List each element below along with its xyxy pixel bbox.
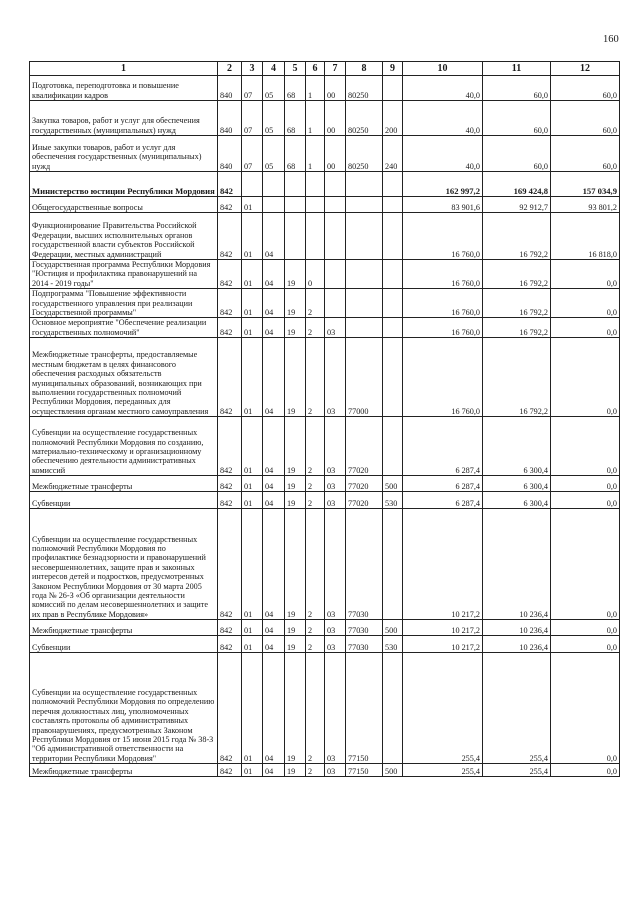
value-12-cell: 0,0	[551, 318, 620, 338]
value-10-cell: 6 287,4	[403, 417, 483, 476]
code-7-cell	[325, 260, 346, 289]
code-2-cell: 842	[218, 653, 242, 764]
code-9-cell	[383, 260, 403, 289]
value-12-cell: 157 034,9	[551, 172, 620, 197]
code-3-cell: 01	[242, 764, 263, 777]
code-9-cell: 200	[383, 101, 403, 136]
code-8-cell: 77150	[346, 653, 383, 764]
code-2-cell: 842	[218, 417, 242, 476]
code-2-cell: 842	[218, 289, 242, 318]
code-7-cell	[325, 213, 346, 260]
code-5-cell: 68	[285, 76, 306, 101]
code-7-cell: 03	[325, 492, 346, 509]
code-5-cell: 19	[285, 509, 306, 620]
value-12-cell: 60,0	[551, 101, 620, 136]
code-9-cell	[383, 197, 403, 213]
value-12-cell: 0,0	[551, 417, 620, 476]
table-row	[30, 213, 620, 260]
value-11-cell: 6 300,4	[483, 492, 551, 509]
code-9-cell: 530	[383, 492, 403, 509]
code-8-cell: 77020	[346, 492, 383, 509]
code-2-cell: 842	[218, 764, 242, 777]
value-11-cell: 6 300,4	[483, 476, 551, 492]
value-11-cell: 6 300,4	[483, 417, 551, 476]
code-7-cell	[325, 289, 346, 318]
code-8-cell	[346, 172, 383, 197]
value-12-cell: 0,0	[551, 764, 620, 777]
code-6-cell: 2	[306, 476, 325, 492]
code-7-cell: 03	[325, 636, 346, 653]
row-name-cell: Межбюджетные трансферты, предоставляемые местным бюджетам в целях финансового обеспечения расходных обязательств муниципальных образований, возникающих при выполнении государственных полномочий Республики Мордовия, переданных для осуществления органам местного самоуправления	[30, 338, 218, 417]
code-4-cell: 04	[263, 764, 285, 777]
code-6-cell: 2	[306, 636, 325, 653]
value-10-cell: 40,0	[403, 136, 483, 172]
row-name-cell: Иные закупки товаров, работ и услуг для обеспечения государственных (муниципальных) нужд	[30, 136, 218, 172]
value-11-cell: 10 236,4	[483, 636, 551, 653]
code-8-cell: 77030	[346, 620, 383, 636]
code-2-cell: 842	[218, 260, 242, 289]
value-10-cell: 16 760,0	[403, 318, 483, 338]
code-4-cell: 04	[263, 417, 285, 476]
code-5-cell	[285, 213, 306, 260]
code-7-cell: 03	[325, 653, 346, 764]
row-name-cell: Функционирование Правительства Российской Федерации, высших исполнительных органов государственной власти субъектов Российской Федерации, местных администраций	[30, 213, 218, 260]
value-11-cell: 16 792,2	[483, 289, 551, 318]
table-row	[30, 636, 620, 653]
code-2-cell: 842	[218, 509, 242, 620]
header-cell: 8	[346, 62, 383, 76]
code-3-cell	[242, 172, 263, 197]
row-name-cell: Субвенции на осуществление государственных полномочий Республики Мордовия по определению перечня должностных лиц, уполномоченных составлять протоколы об административных правонарушениях, предусмотренных Законом Республики Мордовия от 15 июня 2015 года № 38-З "Об административной ответственности на территории Республики Мордовия"	[30, 653, 218, 764]
value-12-cell: 0,0	[551, 289, 620, 318]
value-12-cell: 0,0	[551, 509, 620, 620]
value-10-cell: 16 760,0	[403, 289, 483, 318]
code-5-cell: 19	[285, 620, 306, 636]
header-cell: 2	[218, 62, 242, 76]
code-5-cell: 19	[285, 260, 306, 289]
code-4-cell: 04	[263, 492, 285, 509]
code-9-cell: 530	[383, 636, 403, 653]
code-2-cell: 842	[218, 197, 242, 213]
code-5-cell: 19	[285, 417, 306, 476]
row-name-cell: Субвенции	[30, 636, 218, 653]
code-5-cell: 19	[285, 764, 306, 777]
code-8-cell: 77020	[346, 476, 383, 492]
table-row	[30, 76, 620, 101]
row-name-cell: Субвенции	[30, 492, 218, 509]
code-2-cell: 840	[218, 101, 242, 136]
table-row	[30, 318, 620, 338]
code-4-cell: 04	[263, 636, 285, 653]
row-name-cell: Министерство юстиции Республики Мордовия	[30, 172, 218, 197]
table-row	[30, 289, 620, 318]
code-2-cell: 842	[218, 338, 242, 417]
value-11-cell: 16 792,2	[483, 260, 551, 289]
value-11-cell: 60,0	[483, 76, 551, 101]
table-row	[30, 338, 620, 417]
row-name-cell: Основное мероприятие "Обеспечение реализации государственных полномочий"	[30, 318, 218, 338]
table-row	[30, 172, 620, 197]
table-body	[30, 76, 620, 777]
value-10-cell: 40,0	[403, 76, 483, 101]
code-3-cell: 01	[242, 197, 263, 213]
value-10-cell: 40,0	[403, 101, 483, 136]
table-row	[30, 197, 620, 213]
code-8-cell	[346, 260, 383, 289]
table-row	[30, 476, 620, 492]
code-5-cell: 19	[285, 653, 306, 764]
row-name-cell: Подготовка, переподготовка и повышение квалификации кадров	[30, 76, 218, 101]
code-8-cell: 77030	[346, 636, 383, 653]
code-2-cell: 842	[218, 172, 242, 197]
code-9-cell: 240	[383, 136, 403, 172]
value-10-cell: 162 997,2	[403, 172, 483, 197]
code-8-cell	[346, 213, 383, 260]
code-7-cell: 00	[325, 136, 346, 172]
code-9-cell	[383, 76, 403, 101]
code-3-cell: 01	[242, 509, 263, 620]
value-10-cell: 255,4	[403, 764, 483, 777]
code-7-cell: 00	[325, 101, 346, 136]
value-11-cell: 169 424,8	[483, 172, 551, 197]
code-6-cell: 2	[306, 764, 325, 777]
code-3-cell: 07	[242, 136, 263, 172]
code-5-cell: 19	[285, 492, 306, 509]
code-2-cell: 842	[218, 318, 242, 338]
header-cell: 3	[242, 62, 263, 76]
code-3-cell: 01	[242, 213, 263, 260]
row-name-cell: Подпрограмма "Повышение эффективности государственного управления при реализации Государственной программы"	[30, 289, 218, 318]
value-11-cell: 60,0	[483, 101, 551, 136]
code-9-cell: 500	[383, 476, 403, 492]
code-5-cell: 19	[285, 289, 306, 318]
value-12-cell: 0,0	[551, 476, 620, 492]
code-4-cell: 04	[263, 318, 285, 338]
code-8-cell: 77030	[346, 509, 383, 620]
code-8-cell: 77150	[346, 764, 383, 777]
code-6-cell	[306, 213, 325, 260]
code-6-cell: 2	[306, 620, 325, 636]
code-4-cell: 04	[263, 653, 285, 764]
value-12-cell: 0,0	[551, 620, 620, 636]
value-11-cell: 92 912,7	[483, 197, 551, 213]
code-5-cell	[285, 197, 306, 213]
code-2-cell: 842	[218, 492, 242, 509]
code-3-cell: 01	[242, 260, 263, 289]
value-11-cell: 16 792,2	[483, 338, 551, 417]
value-11-cell: 255,4	[483, 764, 551, 777]
value-11-cell: 16 792,2	[483, 318, 551, 338]
table-row	[30, 492, 620, 509]
code-4-cell: 04	[263, 338, 285, 417]
table-row	[30, 764, 620, 777]
code-4-cell: 04	[263, 260, 285, 289]
code-7-cell: 03	[325, 476, 346, 492]
table-header-row	[30, 62, 620, 76]
row-name-cell: Межбюджетные трансферты	[30, 764, 218, 777]
value-11-cell: 10 236,4	[483, 509, 551, 620]
value-11-cell: 16 792,2	[483, 213, 551, 260]
code-3-cell: 01	[242, 653, 263, 764]
value-12-cell: 0,0	[551, 260, 620, 289]
code-4-cell: 05	[263, 136, 285, 172]
value-10-cell: 255,4	[403, 653, 483, 764]
code-6-cell: 2	[306, 318, 325, 338]
code-9-cell	[383, 653, 403, 764]
code-7-cell	[325, 197, 346, 213]
code-2-cell: 842	[218, 636, 242, 653]
code-3-cell: 07	[242, 76, 263, 101]
value-10-cell: 10 217,2	[403, 620, 483, 636]
code-5-cell: 19	[285, 476, 306, 492]
value-12-cell: 0,0	[551, 338, 620, 417]
value-11-cell: 10 236,4	[483, 620, 551, 636]
code-2-cell: 840	[218, 76, 242, 101]
value-11-cell: 60,0	[483, 136, 551, 172]
table-row	[30, 136, 620, 172]
row-name-cell: Закупка товаров, работ и услуг для обеспечения государственных (муниципальных) нужд	[30, 101, 218, 136]
value-10-cell: 83 901,6	[403, 197, 483, 213]
value-11-cell: 255,4	[483, 653, 551, 764]
code-3-cell: 01	[242, 318, 263, 338]
value-12-cell: 60,0	[551, 76, 620, 101]
code-9-cell	[383, 172, 403, 197]
table-row	[30, 101, 620, 136]
header-cell: 5	[285, 62, 306, 76]
code-7-cell: 03	[325, 764, 346, 777]
header-cell: 10	[403, 62, 483, 76]
code-5-cell: 19	[285, 636, 306, 653]
value-10-cell: 16 760,0	[403, 213, 483, 260]
code-8-cell: 80250	[346, 101, 383, 136]
code-9-cell	[383, 338, 403, 417]
code-5-cell: 19	[285, 318, 306, 338]
code-8-cell: 77000	[346, 338, 383, 417]
header-cell: 7	[325, 62, 346, 76]
row-name-cell: Субвенции на осуществление государственных полномочий Республики Мордовия по созданию, материально-техническому и организационному обеспечению деятельности административных комиссий	[30, 417, 218, 476]
code-6-cell: 1	[306, 101, 325, 136]
code-6-cell: 0	[306, 260, 325, 289]
code-3-cell: 01	[242, 289, 263, 318]
code-8-cell	[346, 289, 383, 318]
code-5-cell	[285, 172, 306, 197]
value-10-cell: 16 760,0	[403, 260, 483, 289]
code-7-cell: 03	[325, 318, 346, 338]
code-5-cell: 68	[285, 101, 306, 136]
code-4-cell	[263, 197, 285, 213]
code-9-cell	[383, 509, 403, 620]
table-row	[30, 509, 620, 620]
row-name-cell: Межбюджетные трансферты	[30, 476, 218, 492]
code-9-cell: 500	[383, 764, 403, 777]
table-row	[30, 260, 620, 289]
value-10-cell: 16 760,0	[403, 338, 483, 417]
value-12-cell: 0,0	[551, 653, 620, 764]
value-12-cell: 0,0	[551, 636, 620, 653]
row-name-cell: Субвенции на осуществление государственных полномочий Республики Мордовия по профилактике безнадзорности и правонарушений несовершеннолетних, защите прав и законных интересов детей и подростков, предусмотренных Законом Республики Мордовия от 30 марта 2005 года № 26-З «Об организации деятельности комиссий по делам несовершеннолетних и защите их прав в Республике Мордовия»	[30, 509, 218, 620]
code-4-cell: 04	[263, 213, 285, 260]
code-5-cell: 19	[285, 338, 306, 417]
header-cell: 12	[551, 62, 620, 76]
code-7-cell: 03	[325, 417, 346, 476]
code-9-cell: 500	[383, 620, 403, 636]
row-name-cell: Межбюджетные трансферты	[30, 620, 218, 636]
code-7-cell	[325, 172, 346, 197]
code-4-cell: 04	[263, 476, 285, 492]
code-3-cell: 01	[242, 476, 263, 492]
budget-table	[29, 61, 620, 777]
code-6-cell: 1	[306, 76, 325, 101]
code-8-cell	[346, 197, 383, 213]
code-6-cell: 2	[306, 417, 325, 476]
code-2-cell: 842	[218, 476, 242, 492]
row-name-cell: Государственная программа Республики Мордовия "Юстиция и профилактика правонарушений на 2014 - 2019 годы"	[30, 260, 218, 289]
code-3-cell: 01	[242, 620, 263, 636]
code-9-cell	[383, 318, 403, 338]
code-4-cell: 04	[263, 620, 285, 636]
value-12-cell: 0,0	[551, 492, 620, 509]
code-6-cell	[306, 197, 325, 213]
code-6-cell: 1	[306, 136, 325, 172]
code-4-cell: 04	[263, 289, 285, 318]
code-7-cell: 00	[325, 76, 346, 101]
header-cell: 4	[263, 62, 285, 76]
code-4-cell: 04	[263, 509, 285, 620]
code-8-cell: 77020	[346, 417, 383, 476]
code-9-cell	[383, 213, 403, 260]
code-3-cell: 01	[242, 338, 263, 417]
table-row	[30, 620, 620, 636]
code-3-cell: 01	[242, 492, 263, 509]
value-10-cell: 10 217,2	[403, 509, 483, 620]
page-number: 160	[603, 34, 619, 45]
code-6-cell: 2	[306, 289, 325, 318]
table-row	[30, 653, 620, 764]
code-4-cell: 05	[263, 101, 285, 136]
header-cell: 11	[483, 62, 551, 76]
value-12-cell: 16 818,0	[551, 213, 620, 260]
code-2-cell: 842	[218, 620, 242, 636]
code-7-cell: 03	[325, 509, 346, 620]
code-6-cell: 2	[306, 509, 325, 620]
value-10-cell: 6 287,4	[403, 476, 483, 492]
value-12-cell: 93 801,2	[551, 197, 620, 213]
table-row	[30, 417, 620, 476]
code-6-cell	[306, 172, 325, 197]
code-7-cell: 03	[325, 620, 346, 636]
code-8-cell: 80250	[346, 136, 383, 172]
code-5-cell: 68	[285, 136, 306, 172]
code-4-cell: 05	[263, 76, 285, 101]
code-3-cell: 01	[242, 417, 263, 476]
code-9-cell	[383, 289, 403, 318]
row-name-cell: Общегосударственные вопросы	[30, 197, 218, 213]
code-6-cell: 2	[306, 653, 325, 764]
code-8-cell	[346, 318, 383, 338]
code-7-cell: 03	[325, 338, 346, 417]
code-2-cell: 842	[218, 213, 242, 260]
code-3-cell: 01	[242, 636, 263, 653]
header-cell: 1	[30, 62, 218, 76]
header-cell: 9	[383, 62, 403, 76]
value-10-cell: 6 287,4	[403, 492, 483, 509]
code-6-cell: 2	[306, 492, 325, 509]
value-12-cell: 60,0	[551, 136, 620, 172]
code-4-cell	[263, 172, 285, 197]
code-2-cell: 840	[218, 136, 242, 172]
code-9-cell	[383, 417, 403, 476]
code-3-cell: 07	[242, 101, 263, 136]
code-8-cell: 80250	[346, 76, 383, 101]
header-cell: 6	[306, 62, 325, 76]
code-6-cell: 2	[306, 338, 325, 417]
value-10-cell: 10 217,2	[403, 636, 483, 653]
